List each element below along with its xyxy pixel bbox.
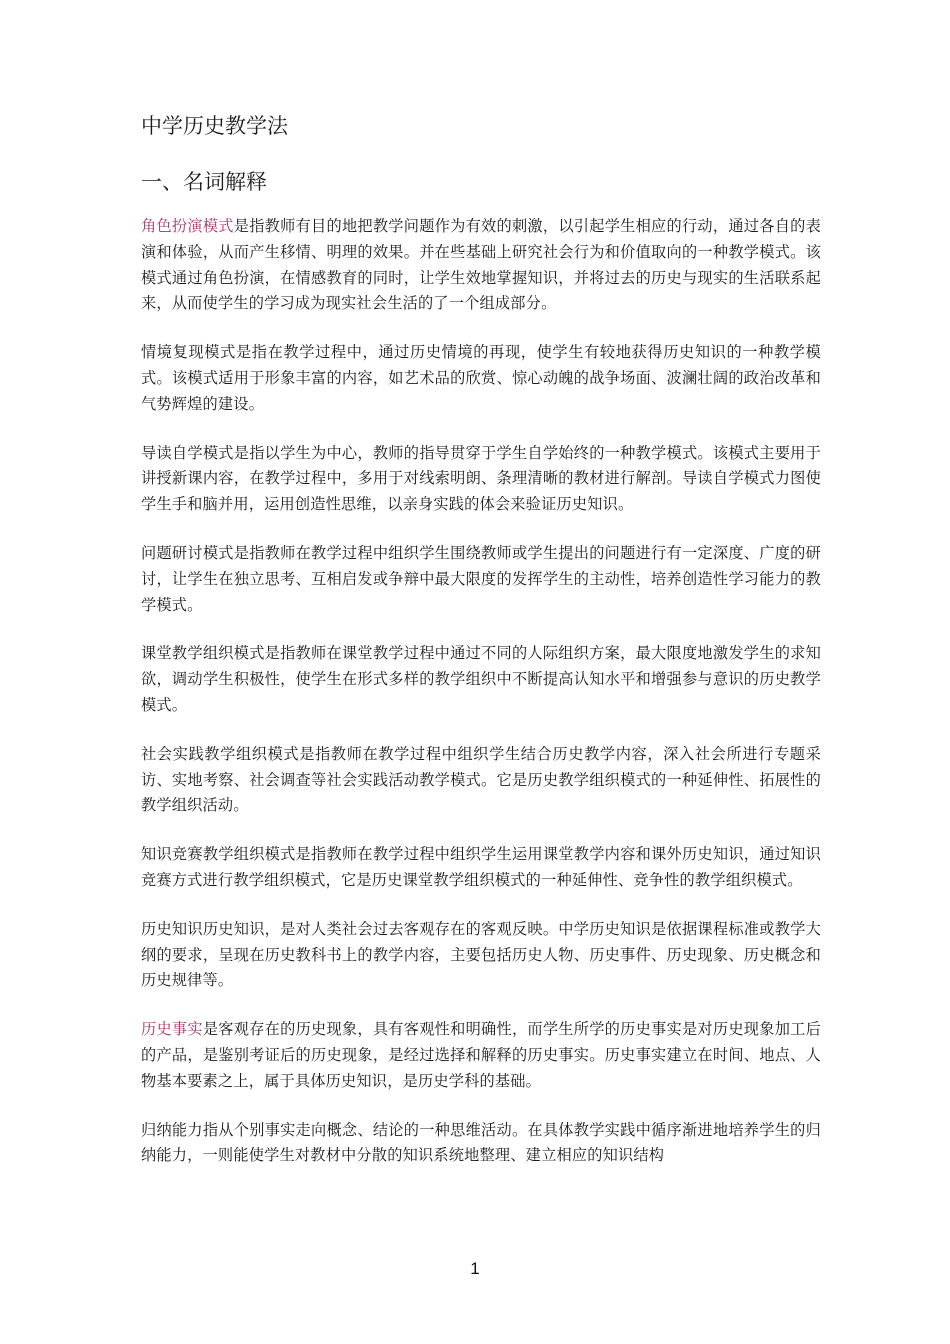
document-title: 中学历史教学法 xyxy=(141,114,288,138)
paragraph-text: 导读自学模式是指以学生为中心，教师的指导贯穿于学生自学始终的一种教学模式。该模式主要用于讲授新课内容，在教学过程中，多用于对线索明朗、条理清晰的教材进行解剖。导读自学模式力图使学生手和脑并用，运用创造性思维，以亲身实践的体会来验证历史知识。 xyxy=(141,443,821,514)
paragraph-situation xyxy=(141,340,821,417)
paragraph-text: 是客观存在的历史现象，具有客观性和明确性，而学生所学的历史事实是对历史现象加工后的产品，是鉴别考证后的历史现象，是经过选择和解释的历史事实。历史事实建立在时间、地点、人物基本要素之上，属于具体历史知识，是历史学科的基础。 xyxy=(141,1020,821,1090)
paragraph-text: 归纳能力指从个别事实走向概念、结论的一种思维活动。在具体教学实践中循序渐进地培养学生的归纳能力，一则能使学生对教材中分散的知识系统地整理、建立相应的知识结构 xyxy=(141,1120,821,1165)
term-highlight: 角色扮演模式 xyxy=(141,217,234,235)
paragraph-text: 课堂教学组织模式是指教师在课堂教学过程中通过不同的人际组织方案，最大限度地激发学生的求知欲，调动学生积极性，使学生在形式多样的教学组织中不断提高认知水平和增强参与意识的历史教学模式。 xyxy=(141,644,821,714)
paragraph-text: 历史知识历史知识，是对人类社会过去客观存在的客观反映。中学历史知识是依据课程标准或教学大纲的要求，呈现在历史教科书上的教学内容，主要包括历史人物、历史事件、历史现象、历史概念和历史规律等。 xyxy=(141,919,821,990)
paragraph-classroom-organization xyxy=(141,641,821,718)
paragraph-induction xyxy=(141,1118,821,1170)
term-highlight: 历史事实 xyxy=(141,1020,203,1039)
paragraph-text: 社会实践教学组织模式是指教师在教学过程中组织学生结合历史教学内容，深入社会所进行专题采访、实地考察、社会调查等社会实践活动教学模式。它是历史教学组织模式的一种延伸性、拓展性的教学组织活动。 xyxy=(141,744,821,815)
paragraph-historical-knowledge xyxy=(141,917,821,994)
paragraph-knowledge-contest xyxy=(141,842,821,894)
paragraph-guided-reading xyxy=(141,441,821,518)
paragraph-historical-fact xyxy=(141,1017,821,1094)
paragraph-text: 知识竞赛教学组织模式是指教师在教学过程中组织学生运用课堂教学内容和课外历史知识，通过知识竞赛方式进行教学组织模式，它是历史课堂教学组织模式的一种延伸性、竞争性的教学组织模式。 xyxy=(141,845,821,889)
page-number: 1 xyxy=(470,1259,480,1278)
paragraph-text: 是指教师有目的地把教学问题作为有效的刺激，以引起学生相应的行动，通过各自的表演和体验，从而产生移情、明理的效果。并在些基础上研究社会行为和价值取向的一种教学模式。该模式通过角色扮演，在情感教育的同时，让学生效地掌握知识，并将过去的历史与现实的生活联系起来，从而使学生的学习成为现实社会生活的了一个组成部分。 xyxy=(141,217,822,313)
document-body xyxy=(141,112,821,1192)
paragraph-problem-discussion xyxy=(141,541,821,618)
paragraph-role-play xyxy=(141,214,821,317)
paragraph-text: 问题研讨模式是指教师在教学过程中组织学生围绕教师或学生提出的问题进行有一定深度、广度的研讨，让学生在独立思考、互相启发或争辩中最大限度的发挥学生的主动性，培养创造性学习能力的教学模式。 xyxy=(141,543,821,614)
paragraph-social-practice xyxy=(141,742,821,819)
section-heading: 一、名词解释 xyxy=(141,170,267,194)
paragraph-text: 情境复现模式是指在教学过程中，通过历史情境的再现，使学生有较地获得历史知识的一种教学模式。该模式适用于形象丰富的内容，如艺术品的欣赏、惊心动魄的战争场面、波澜壮阔的政治改革和气势辉煌的建设。 xyxy=(141,343,821,413)
